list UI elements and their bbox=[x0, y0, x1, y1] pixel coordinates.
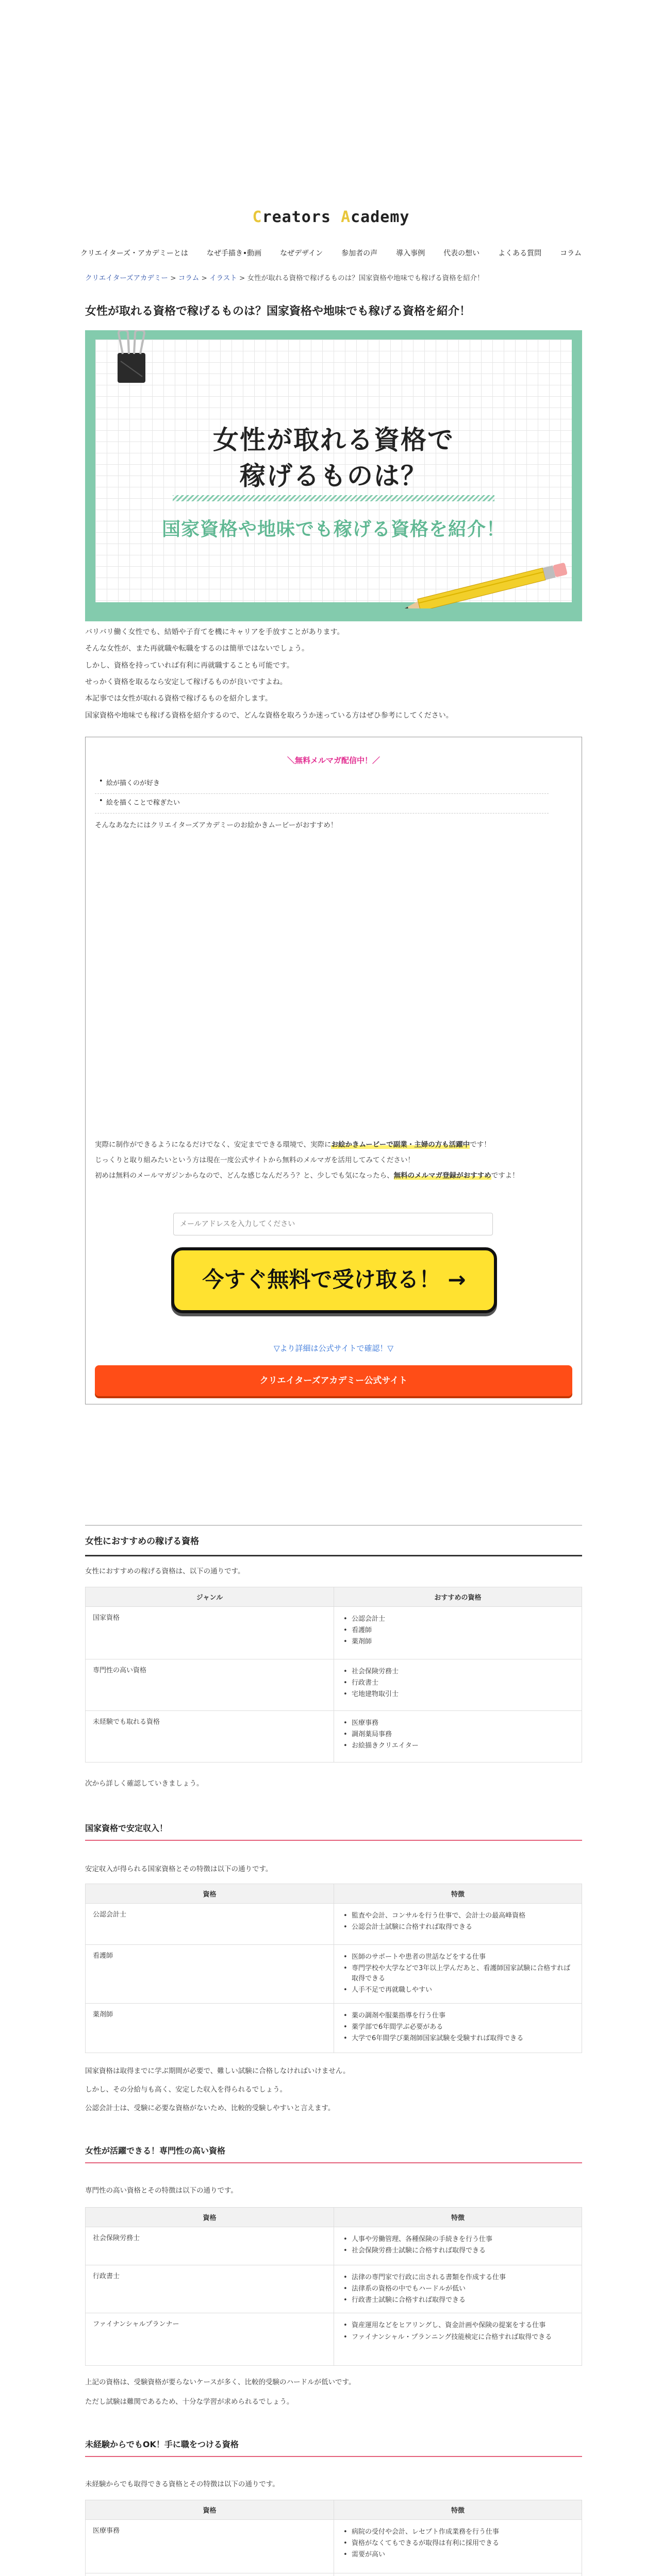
promo-movie-intro: そんなあなたにはクリエイターズアカデミーのお絵かきムービーがおすすめ！ bbox=[95, 821, 338, 830]
nav-item-about[interactable]: クリエイターズ・アカデミーとは bbox=[80, 249, 188, 258]
table-header-row bbox=[86, 1884, 582, 1904]
intro-paragraph: そんな女性が、また再就職や転職をするのは簡単ではないでしょう。 bbox=[85, 645, 309, 653]
list-item: • 資格がなくてもできるが取得は有利に採用できる bbox=[343, 2538, 574, 2549]
global-nav bbox=[0, 248, 662, 259]
receive-free-button[interactable] bbox=[171, 1247, 497, 1313]
hero-subtitle: 国家資格や地味でも稼げる資格を紹介！ bbox=[161, 518, 505, 540]
section-outro: しかし、その分給与も高く、安定した収入を得られるでしょう。 bbox=[85, 2086, 287, 2094]
breadcrumb-illustration[interactable]: イラスト bbox=[209, 274, 237, 282]
beginner-qualifications-table bbox=[85, 2500, 582, 2576]
pencil-icon bbox=[394, 552, 580, 608]
specialized-qualifications-table bbox=[85, 2207, 582, 2366]
promo-paragraph-3 bbox=[95, 1170, 569, 1181]
logo-text-reators: reators bbox=[262, 208, 341, 226]
intro-paragraph: しかし、資格を持っていれば有利に再就職することも可能です。 bbox=[85, 661, 294, 670]
list-item: • 看護師 bbox=[343, 1625, 574, 1636]
table-cell bbox=[334, 2003, 582, 2053]
table-cell: 看護師 bbox=[86, 1945, 334, 2004]
table-row bbox=[86, 1659, 582, 1711]
list-item: • 人事や労働管理、各種保険の手続きを行う仕事 bbox=[343, 2234, 574, 2245]
table-cell bbox=[334, 2227, 582, 2265]
list-item: • 公認会計士試験に合格すれば取得できる bbox=[343, 1922, 574, 1933]
list-item: • 調剤薬局事務 bbox=[343, 1730, 574, 1740]
breadcrumb-separator: > bbox=[168, 274, 178, 282]
intro-paragraph: バリバリ働く女性でも、結婚や子育てを機にキャリアを手放すことがあります。 bbox=[85, 628, 344, 636]
table-row bbox=[86, 2313, 582, 2366]
table-row bbox=[86, 2227, 582, 2265]
official-site-button[interactable]: クリエイターズアカデミー公式サイト bbox=[95, 1365, 572, 1396]
site-logo[interactable] bbox=[0, 208, 662, 226]
hero-stripe-decoration bbox=[173, 495, 494, 501]
list-item: • 社会保険労務士試験に合格すれば取得できる bbox=[343, 2246, 574, 2256]
promo-text: 初めは無料のメールマガジンからなので、どんな感じなんだろう？と、少しでも気になったら、 bbox=[95, 1172, 394, 1180]
section-subtitle: 未経験からでもOK！手に職をつける資格 bbox=[85, 2436, 582, 2457]
intro-paragraph: 国家資格や地味でも稼げる資格を紹介するので、どんな資格を取ろうか迷っている方はぜひ参考にしてください。 bbox=[85, 711, 453, 720]
table-cell bbox=[334, 1711, 582, 1762]
breadcrumb bbox=[85, 272, 580, 282]
promo-text: 実際に制作ができるようになるだけでなく、安定までできる環境で、実際に bbox=[95, 1141, 332, 1149]
nav-item-why-drawing[interactable]: なぜ手描き•動画 bbox=[206, 249, 262, 258]
logo-letter-c: C bbox=[252, 208, 262, 226]
table-cell bbox=[334, 1659, 582, 1711]
promo-heading: ＼無料メルマガ配信中！／ bbox=[287, 756, 380, 766]
table-cell: 医療事務 bbox=[86, 2520, 334, 2573]
binder-clip-icon bbox=[113, 330, 150, 387]
list-item: • 宅地建物取引士 bbox=[343, 1689, 574, 1700]
section-title: 女性におすすめの稼げる資格 bbox=[85, 1525, 582, 1556]
table-cell bbox=[86, 2573, 334, 2576]
section-outro: 上記の資格は、受験資格が要らないケースが多く、比較的受験のハードルが低いです。 bbox=[85, 2378, 356, 2386]
table-row bbox=[86, 1945, 582, 2004]
promo-paragraph-2: じっくりと取り組みたいという方は現在一度公式サイトから無料のメルマガを活用してみてください！ bbox=[95, 1156, 415, 1165]
table-header: おすすめの資格 bbox=[334, 1587, 582, 1607]
section-outro: 公認会計士は、受験に必要な資格がないため、比較的受験しやすいと言えます。 bbox=[85, 2104, 335, 2112]
table-row bbox=[86, 2573, 582, 2576]
cta-label: 今すぐ無料で受け取る！ bbox=[202, 1267, 441, 1293]
promo-highlight: 無料のメルマガ登録がおすすめ bbox=[393, 1172, 491, 1180]
table-cell bbox=[334, 1945, 582, 2004]
list-item: • 行政書士試験に合格すれば取得できる bbox=[343, 2295, 574, 2306]
section-outro: 国家資格は取得までに学ぶ期間が必要で、難しい試験に合格しなければいけません。 bbox=[85, 2067, 350, 2075]
list-item: • 医師のサポートや患者の世話などをする仕事 bbox=[343, 1952, 574, 1962]
table-cell bbox=[334, 2520, 582, 2573]
list-item: • 需要が高い bbox=[343, 2550, 574, 2560]
official-site-detail-link[interactable]: ▽より詳細は公式サイトで確認！▽ bbox=[273, 1344, 394, 1353]
section-outro: 次から詳しく確認していきましょう。 bbox=[85, 1780, 204, 1788]
section-subtitle: 女性が活躍できる！専門性の高い資格 bbox=[85, 2142, 582, 2163]
section-subtitle: 国家資格で安定収入！ bbox=[85, 1820, 582, 1841]
table-row bbox=[86, 2265, 582, 2313]
intro-paragraph: 本記事では女性が取れる資格で稼げるものを紹介します。 bbox=[85, 694, 272, 703]
intro-text bbox=[85, 626, 582, 721]
breadcrumb-home[interactable]: クリエイターズアカデミー bbox=[85, 274, 168, 282]
list-item: • 専門学校や大学などで3年以上学んだあと、看護師国家試験に合格すれば取得できる bbox=[343, 1963, 574, 1984]
promo-text: ですよ！ bbox=[491, 1172, 519, 1180]
table-header: 特徴 bbox=[334, 2208, 582, 2227]
nav-item-column[interactable]: コラム bbox=[560, 249, 582, 258]
section-lead: 未経験からでも取得できる資格とその特徴は以下の通りです。 bbox=[85, 2480, 279, 2488]
logo-letter-a: A bbox=[341, 208, 351, 226]
list-item: • 大学で6年間学び薬剤師国家試験を受験すれば取得できる bbox=[343, 2033, 574, 2044]
promo-check-item: • 絵を描くことで稼ぎたい bbox=[95, 797, 549, 814]
promo-highlight: お絵かきムービーで副業・主婦の方も活躍中 bbox=[331, 1141, 470, 1149]
logo-text-cademy: cademy bbox=[351, 208, 410, 226]
article-main bbox=[85, 304, 582, 1404]
table-cell: 公認会計士 bbox=[86, 1904, 334, 1945]
table-row bbox=[86, 1904, 582, 1945]
nav-item-voices[interactable]: 参加者の声 bbox=[341, 249, 378, 258]
section-lead: 安定収入が得られる国家資格とその特徴は以下の通りです。 bbox=[85, 1865, 273, 1873]
arrow-right-icon: → bbox=[448, 1267, 466, 1293]
nav-item-cases[interactable]: 導入事例 bbox=[396, 249, 425, 258]
table-header: 資格 bbox=[86, 2208, 334, 2227]
promo-paragraph-1 bbox=[95, 1139, 569, 1150]
intro-paragraph: せっかく資格を取るなら安定して稼げるものが良いですよね。 bbox=[85, 677, 287, 686]
hero-title-line1: 女性が取れる資格で bbox=[213, 425, 454, 455]
table-cell bbox=[334, 2265, 582, 2313]
table-cell: 社会保険労務士 bbox=[86, 2227, 334, 2265]
nav-item-message[interactable]: 代表の想い bbox=[443, 249, 480, 258]
list-item: • 社会保険労務士 bbox=[343, 1667, 574, 1677]
table-cell bbox=[334, 1904, 582, 1945]
breadcrumb-column[interactable]: コラム bbox=[178, 274, 200, 282]
table-header: 資格 bbox=[86, 2500, 334, 2520]
list-item: • 薬の調剤や服薬指導を行う仕事 bbox=[343, 2011, 574, 2021]
list-item: • 監査や会計、コンサルを行う仕事で、会計士の最高峰資格 bbox=[343, 1911, 574, 1921]
table-row bbox=[86, 2003, 582, 2053]
list-item: • 法律の専門家で行政に出される書類を作成する仕事 bbox=[343, 2273, 574, 2283]
list-item: • 医療事務 bbox=[343, 1718, 574, 1728]
list-item: • 公認会計士 bbox=[343, 1614, 574, 1624]
section-lead: 女性におすすめの稼げる資格は、以下の通りです。 bbox=[85, 1567, 245, 1575]
table-row bbox=[86, 1711, 582, 1762]
breadcrumb-separator: > bbox=[199, 274, 210, 282]
table-header-row bbox=[86, 1587, 582, 1607]
nav-item-why-design[interactable]: なぜデザイン bbox=[280, 249, 323, 258]
nav-item-faq[interactable]: よくある質問 bbox=[498, 249, 542, 258]
email-field[interactable] bbox=[173, 1213, 493, 1235]
table-cell: 専門性の高い資格 bbox=[86, 1659, 334, 1711]
list-item: • 薬学部で6年間学ぶ必要がある bbox=[343, 2022, 574, 2032]
list-item: • 病院の受付や会計、レセプト作成業務を行う仕事 bbox=[343, 2527, 574, 2537]
list-item: • お絵描きクリエイター bbox=[343, 1741, 574, 1751]
list-item: • 薬剤師 bbox=[343, 1637, 574, 1647]
table-cell: 行政書士 bbox=[86, 2265, 334, 2313]
national-qualifications-table bbox=[85, 1884, 582, 2053]
table-cell: 未経験でも取れる資格 bbox=[86, 1711, 334, 1762]
promo-text: です！ bbox=[470, 1141, 491, 1149]
list-item: • 法律系の資格の中でもハードルが低い bbox=[343, 2284, 574, 2294]
breadcrumb-separator: > bbox=[237, 274, 247, 282]
list-item: • ファイナンシャル・プランニング技能検定に合格すれば取得できる bbox=[343, 2332, 574, 2343]
table-row bbox=[86, 1607, 582, 1659]
page-title: 女性が取れる資格で稼げるものは？国家資格や地味でも稼げる資格を紹介！ bbox=[85, 305, 471, 318]
newsletter-promo-box bbox=[85, 737, 582, 1404]
list-item: • 資産運用などをヒアリングし、資金計画や保険の提案をする仕事 bbox=[343, 2320, 574, 2331]
table-row bbox=[86, 2520, 582, 2573]
table-header: 特徴 bbox=[334, 1884, 582, 1904]
table-header: 資格 bbox=[86, 1884, 334, 1904]
table-cell: 薬剤師 bbox=[86, 2003, 334, 2053]
table-header-row bbox=[86, 2208, 582, 2227]
promo-check-item: • 絵が描くのが好き bbox=[95, 777, 549, 794]
table-cell bbox=[334, 2573, 582, 2576]
list-item: • 人手不足で再就職しやすい bbox=[343, 1985, 574, 1995]
hero-title-line2: 稼げるものは？ bbox=[240, 461, 427, 491]
hero-image bbox=[85, 330, 582, 621]
section-lead: 専門性の高い資格とその特徴は以下の通りです。 bbox=[85, 2187, 238, 2195]
table-cell: 国家資格 bbox=[86, 1607, 334, 1659]
recommended-qualifications-table bbox=[85, 1587, 582, 1762]
table-cell bbox=[334, 1607, 582, 1659]
breadcrumb-current: 女性が取れる資格で稼げるものは？国家資格や地味でも稼げる資格を紹介！ bbox=[247, 274, 484, 282]
list-item: • 行政書士 bbox=[343, 1678, 574, 1688]
table-cell: ファイナンシャルプランナー bbox=[86, 2313, 334, 2366]
video-embed-area[interactable] bbox=[95, 843, 569, 1090]
section-outro: ただし試験は難関であるため、十分な学習が求められるでしょう。 bbox=[85, 2398, 294, 2406]
table-header: ジャンル bbox=[86, 1587, 334, 1607]
table-header: 特徴 bbox=[334, 2500, 582, 2520]
table-header-row bbox=[86, 2500, 582, 2520]
table-cell bbox=[334, 2313, 582, 2366]
